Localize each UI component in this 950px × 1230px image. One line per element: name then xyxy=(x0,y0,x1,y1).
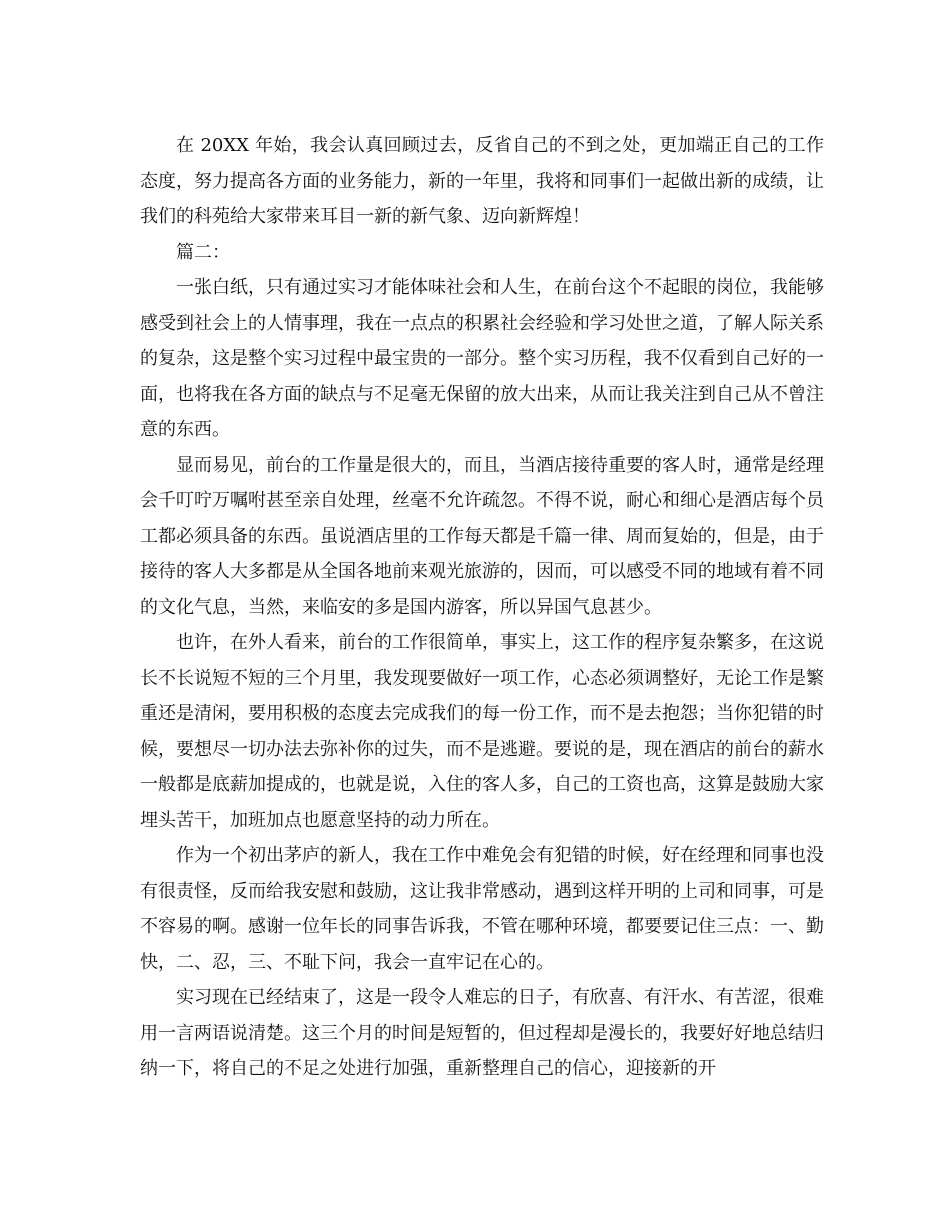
document-page xyxy=(140,128,824,1087)
paragraph-workload: 显而易见，前台的工作量是很大的，而且，当酒店接待重要的客人时，通常是经理会千叮咛万嘱咐甚至亲自处理，丝毫不允许疏忽。不得不说，耐心和细心是酒店每个员工都必须具备的东西。虽说酒店里的工作每天都是千篇一律、周而复始的，但是，由于接待的客人大多都是从全国各地前来观光旅游的，因而，可以感受不同的地域有着不同的文化气息，当然，来临安的多是国内游客，所以异国气息甚少。 xyxy=(140,454,824,618)
paragraph-conclusion: 实习现在已经结束了，这是一段令人难忘的日子，有欣喜、有汗水、有苦涩，很难用一言两语说清楚。这三个月的时间是短暂的，但过程却是漫长的，我要好好地总结归纳一下，将自己的不足之处进行加强，重新整理自己的信心，迎接新的开 xyxy=(140,987,824,1079)
paragraph-outsider-view: 也许，在外人看来，前台的工作很简单，事实上，这工作的程序复杂繁多，在这说长不长说短不短的三个月里，我发现要做好一项工作，心态必须调整好，无论工作是繁重还是清闲，要用积极的态度去完成我们的每一份工作，而不是去抱怨；当你犯错的时候，要想尽一切办法去弥补你的过失，而不是逃避。要说的是，现在酒店的前台的薪水一般都是底薪加提成的，也就是说，入住的客人多，自己的工资也高，这算是鼓励大家埋头苦干，加班加点也愿意坚持的动力所在。 xyxy=(140,632,824,831)
paragraph-blank-paper: 一张白纸，只有通过实习才能体味社会和人生，在前台这个不起眼的岗位，我能够感受到社会上的人情事理，我在一点点的积累社会经验和学习处世之道，了解人际关系的复杂，这是整个实习过程中最宝贵的一部分。整个实习历程，我不仅看到自己好的一面，也将我在各方面的缺点与不足毫无保留的放大出来，从而让我关注到自己从不曾注意的东西。 xyxy=(140,277,824,440)
paragraph-newcomer: 作为一个初出茅庐的新人，我在工作中难免会有犯错的时候，好在经理和同事也没有很责怪，反而给我安慰和鼓励，这让我非常感动，遇到这样开明的上司和同事，可是不容易的啊。感谢一位年长的同事告诉我，不管在哪种环境，都要要记住三点：一、勤快，二、忍，三、不耻下问，我会一直牢记在心的。 xyxy=(140,845,824,973)
paragraph-intro: 在 20XX 年始，我会认真回顾过去，反省自己的不到之处，更加端正自己的工作态度，努力提高各方面的业务能力，新的一年里，我将和同事们一起做出新的成绩，让我们的科苑给大家带来耳目一新的新气象、迈向新辉煌！ xyxy=(140,135,824,227)
section-heading: 篇二： xyxy=(176,241,230,263)
